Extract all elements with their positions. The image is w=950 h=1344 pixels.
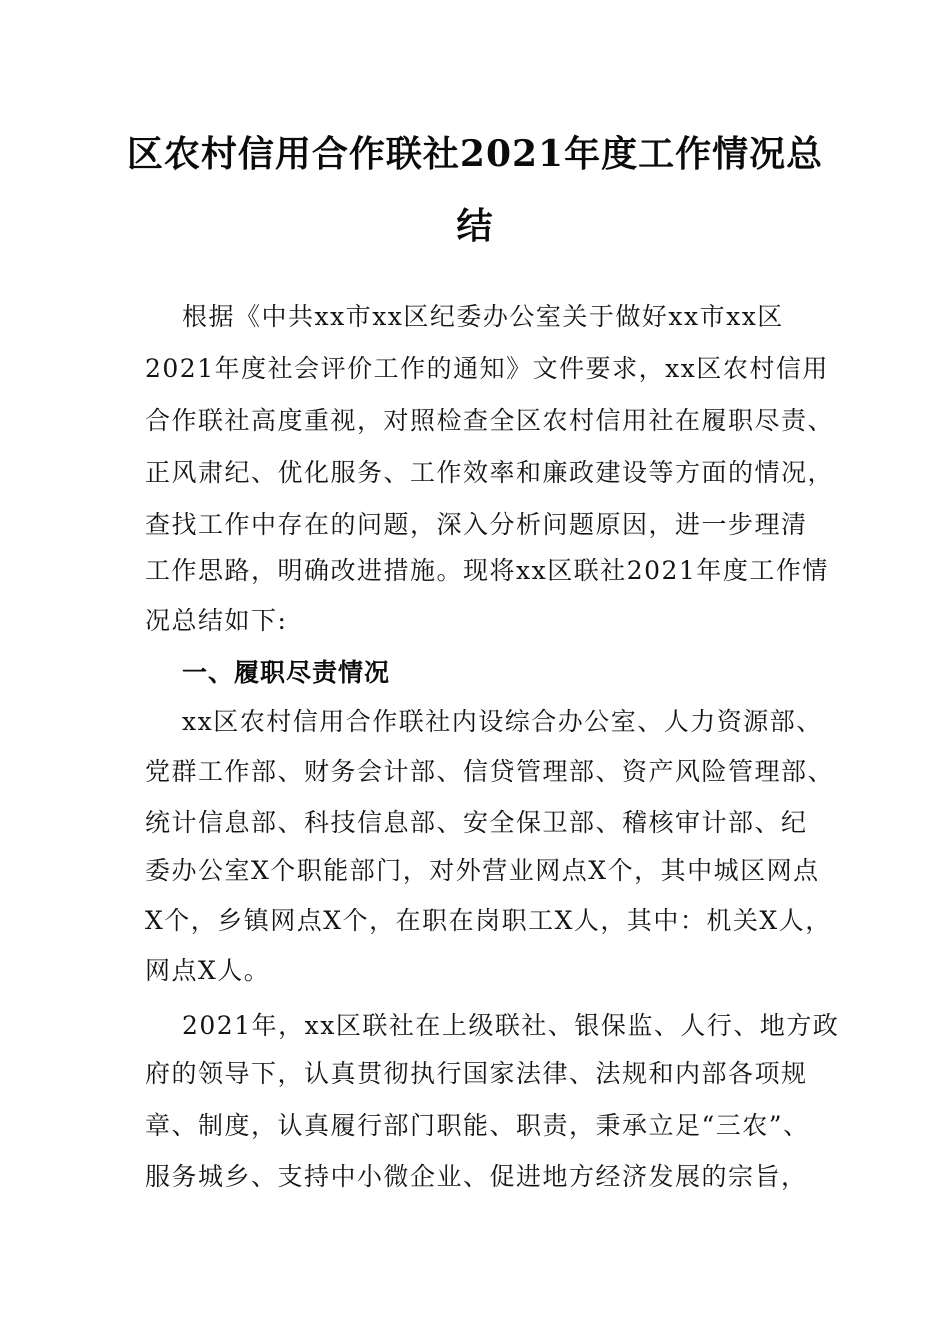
paragraph-2-line-3: 统计信息部、科技信息部、安全保卫部、稽核审计部、纪 [145, 808, 808, 837]
document-title-line-2: 结 [456, 205, 494, 247]
paragraph-1-line-1: 根据《中共xx市xx区纪委办公室关于做好xx市xx区 [182, 302, 784, 331]
paragraph-1-line-2: 2021年度社会评价工作的通知》文件要求，xx区农村信用 [145, 354, 829, 383]
paragraph-1-line-4: 正风肃纪、优化服务、工作效率和廉政建设等方面的情况， [145, 458, 835, 487]
paragraph-2-line-6: 网点X人。 [145, 956, 271, 985]
paragraph-1-line-3: 合作联社高度重视，对照检查全区农村信用社在履职尽责、 [145, 406, 835, 435]
paragraph-3-line-1: 2021年，xx区联社在上级联社、银保监、人行、地方政 [182, 1011, 840, 1040]
paragraph-1-line-7: 况总结如下: [145, 606, 288, 635]
paragraph-2-line-2: 党群工作部、财务会计部、信贷管理部、资产风险管理部、 [145, 757, 835, 786]
paragraph-1-line-6: 工作思路，明确改进措施。现将xx区联社2021年度工作情 [145, 556, 829, 585]
paragraph-3-line-2: 府的领导下，认真贯彻执行国家法律、法规和内部各项规 [145, 1059, 808, 1088]
paragraph-3-line-3: 章、制度，认真履行部门职能、职责，秉承立足“三农”、 [145, 1111, 810, 1140]
section-1-heading: 一、履职尽责情况 [182, 658, 391, 687]
paragraph-2-line-4: 委办公室X个职能部门，对外营业网点X个，其中城区网点 [145, 856, 820, 885]
paragraph-1-line-5: 查找工作中存在的问题，深入分析问题原因，进一步理清 [145, 510, 808, 539]
paragraph-2-line-1: xx区农村信用合作联社内设综合办公室、人力资源部、 [182, 707, 823, 736]
paragraph-3-line-4: 服务城乡、支持中小微企业、促进地方经济发展的宗旨， [145, 1162, 808, 1191]
document-title-line-1: 区农村信用合作联社2021年度工作情况总 [126, 133, 824, 175]
paragraph-2-line-5: X个，乡镇网点X个，在职在岗职工X人，其中：机关X人， [145, 906, 832, 935]
